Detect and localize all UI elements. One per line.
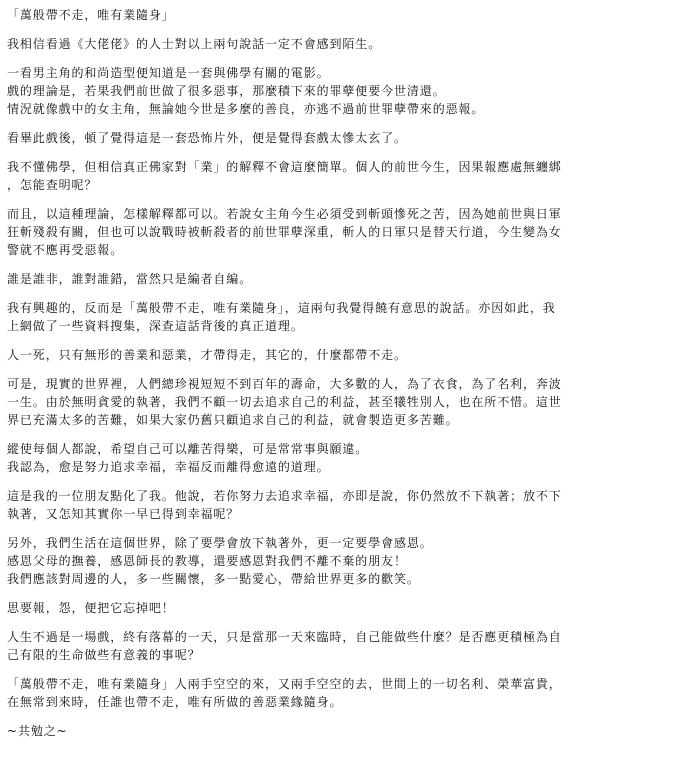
paragraph-11-line-2: 執著，又怎知其實你一早已得到幸福呢？ (7, 507, 240, 521)
paragraph-1: 我相信看過《大佬佬》的人士對以上兩句說話一定不會感到陌生。 (7, 37, 382, 51)
paragraph-13: 思要報，怨，便把它忘掉吧！ (7, 601, 175, 615)
paragraph-10-line-1: 縱使每個人都說，希望自己可以離苦得樂，可是常常事與願違。 (7, 442, 369, 456)
paragraph-9-line-3: 界已充滿太多的苦難，如果大家仍舊只顧追求自己的利益，就會製造更多苦難。 (7, 413, 459, 427)
paragraph-7 (7, 299, 695, 335)
paragraph-5-line-3: 警就不應再受惡報。 (7, 243, 124, 257)
paragraph-11-line-1: 這是我的一位朋友點化了我。他說，若你努力去追求幸福，亦即是說，你仍然放不下執著；放不下 (7, 489, 562, 503)
signature: ~共勉之~ (7, 724, 68, 738)
paragraph-7-line-2: 上網做了一些資料搜集，深查這話背後的真正道理。 (7, 319, 304, 333)
paragraph-12 (7, 534, 695, 588)
paragraph-5-line-2: 狂斬殘殺有關，但也可以說戰時被斬殺者的前世罪孽深重，斬人的日軍只是替天行道，今生變為女 (7, 225, 562, 239)
paragraph-3: 看畢此戲後，頓了覺得這是一套恐怖片外，便是覺得套戲太慘太玄了。 (7, 131, 407, 145)
paragraph-2-line-3: 情況就像戲中的女主角，無論她今世是多麼的善良，亦逃不過前世罪孽帶來的惡報。 (7, 102, 485, 116)
paragraph-12-line-1: 另外，我們生活在這個世界，除了要學會放下執著外，更一定要學會感恩。 (7, 536, 433, 550)
paragraph-12-line-3: 我們應該對周邊的人，多一些關懷，多一點愛心，帶給世界更多的歡笑。 (7, 572, 420, 586)
paragraph-5-line-1: 而且，以這種理論，怎樣解釋都可以。若說女主角今生必須受到斬頭慘死之苦，因為她前世與日軍 (7, 207, 562, 221)
paragraph-9 (7, 375, 695, 429)
paragraph-15 (7, 675, 695, 711)
paragraph-11 (7, 487, 695, 523)
paragraph-12-line-2: 感恩父母的撫養，感恩師長的教導，還要感恩對我們不離不棄的朋友！ (7, 554, 407, 568)
paragraph-10 (7, 440, 695, 476)
paragraph-14-line-1: 人生不過是一場戲，終有落幕的一天，只是當那一天來臨時，自己能做些什麼？是否應更積極為自 (7, 630, 562, 644)
paragraph-2-line-1: 一看男主角的和尚造型便知道是一套與佛學有關的電影。 (7, 66, 330, 80)
paragraph-10-line-2: 我認為，愈是努力追求幸福，幸福反而離得愈遠的道理。 (7, 460, 330, 474)
paragraph-5 (7, 205, 695, 259)
paragraph-15-line-1: 「萬般帶不走，唯有業隨身」人兩手空空的來，又兩手空空的去，世間上的一切名利、榮華富貴， (7, 677, 562, 691)
paragraph-14-line-2: 己有限的生命做些有意義的事呢？ (7, 648, 201, 662)
paragraph-4-line-2: ，怎能查明呢？ (7, 178, 98, 192)
paragraph-9-line-1: 可是，現實的世界裡，人們總珍視短短不到百年的壽命，大多數的人，為了衣食，為了名利，奔波 (7, 377, 562, 391)
paragraph-15-line-2: 在無常到來時，任誰也帶不走，唯有所做的善惡業緣隨身。 (7, 695, 343, 709)
paragraph-9-line-2: 一生。由於無明貪愛的執著，我們不顧一切去追求自己的利益，甚至犧牲別人，也在所不惜。這世 (7, 395, 562, 409)
paragraph-14 (7, 628, 695, 664)
paragraph-2-line-2: 戲的理論是，若果我們前世做了很多惡事，那麼積下來的罪孽便要今世清還。 (7, 84, 446, 98)
paragraph-4-line-1: 我不懂佛學，但相信真正佛家對「業」的解釋不會這麼簡單。個人的前世今生，因果報應處無纏綁 (7, 160, 562, 174)
paragraph-7-line-1: 我有興趣的，反而是「萬般帶不走，唯有業隨身」，這兩句我覺得饒有意思的說話。亦因如此，我 (7, 301, 556, 315)
paragraph-4 (7, 158, 695, 194)
paragraph-8: 人一死，只有無形的善業和惡業，才帶得走，其它的，什麼都帶不走。 (7, 348, 407, 362)
paragraph-2 (7, 64, 695, 118)
article-title: 「萬般帶不走，唯有業隨身」 (7, 8, 175, 22)
paragraph-6: 誰是誰非，誰對誰錯，當然只是編者自編。 (7, 272, 253, 286)
